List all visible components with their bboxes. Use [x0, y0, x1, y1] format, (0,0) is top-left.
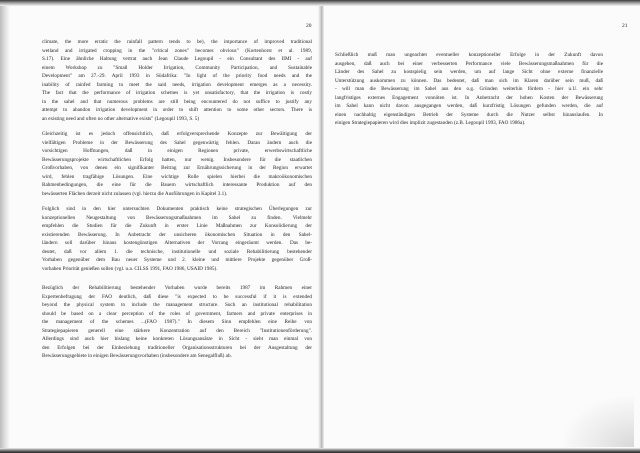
text-line: bewässerten Flächen derzeit nicht zulassen (vgl. hierzu die Ausführungen in Kapitel 3.1). — [42, 190, 228, 197]
text-line: existierenden Bewässerung. In Anbetracht der unsicheren ökonomischen Situation in den Sahel- — [42, 231, 312, 238]
text-line: wetland and irrigated cropping in the "critical zones" becomes obvious" (Kortenhorst et al. 1989, — [42, 47, 312, 54]
paragraph — [42, 284, 312, 361]
text-line: einem Workshop zu "Small Holder Irrigation, Community Participation, and Sustainable — [42, 64, 312, 71]
text-line: vorhaben Priorität genießen sollen (vgl. u.a. CILSS 1991, FAO 1986, USAID 1985). — [42, 265, 218, 272]
text-line: langfristiges externes Engagement vonnöten ist. In Anbetracht der hohen Kosten der Bewässerung — [335, 94, 603, 101]
text-line: Folglich sind in den hier untersuchten Dokumenten praktisch keine strategischen Überlegungen zur — [42, 206, 312, 212]
paragraph — [42, 130, 312, 198]
text-line: in the sahel and that numerous problems are still being encountered do not suffice to justify any — [42, 98, 312, 105]
text-line: Strategiepapieren generell eine stärkere Konzentration auf den Bereich "Institutionenförderung". — [42, 327, 312, 334]
text-line: - will man die Bewässerung im Sahel aus den o.g. Gründen weiterhin fördern - hier u.U. ein sehr — [335, 86, 603, 93]
text-line: konzeptionellen Neugestaltung von Bewässerungsmaßnahmen im Sahel zu finden. Vielmehr — [42, 214, 312, 221]
paragraph — [335, 51, 603, 128]
text-line: The fact that the performance of irrigation schemes is yet unsatisfactory, that the irrigation is costly — [42, 90, 312, 97]
text-line: Development" am 27.-29. April 1993 in Südafrika: "In light of the priority food needs and the — [42, 73, 312, 80]
text-line: Vorhaben gegenüber dem Bau neuer Systeme und 2. kleine und mittlere Projekte gegenüber Groß- — [42, 257, 312, 264]
scan-bottom-edge — [0, 448, 640, 453]
text-line: the management of the schemes ...(FAO 1987)." In diesem Sinn empfehlen eine Reihe von — [42, 319, 312, 326]
page-right — [320, 0, 640, 453]
text-line: vielfältigen Probleme in der Bewässerung des Sahel gegenwärtig fehlen. Daran ändern auch die — [42, 139, 312, 146]
scan-top-edge — [0, 0, 640, 6]
text-line: ausgehen, daß auch bei einer verbesserten Performance viele Bewässerungsmaßnahmen für die — [335, 60, 603, 67]
text-line: inability of rainfed farming to meet the said needs, irrigation development emerges as a necessity. — [42, 81, 312, 88]
text-line: beyond the physical system to include the management structure. Such an institutional rehabilitation — [42, 302, 312, 309]
text-line: einen nachhaltig eigenständigen Betrieb der Systeme durch die Nutzer selbst hinauslaufen. In — [335, 111, 603, 118]
page-number: 21 — [622, 23, 628, 29]
text-line: Expertenbefragung der FAO deutlich, daß diese "is expected to be successful if it is extended — [42, 293, 312, 300]
text-line: einigen Strategiepapieren wird dies implizit zugestanden (z.B. Legoupil 1993, FAO 1986a). — [335, 120, 526, 127]
text-line: Schließlich muß man ungeachtet eventueller konzeptioneller Erfolge in der Zukunft davon — [335, 52, 603, 58]
page-number: 20 — [306, 23, 312, 29]
paragraph — [42, 38, 312, 123]
text-line: attempt to abandon irrigation development in order to shift attention to some other sectors. There is — [42, 107, 312, 114]
text-line: Bewässerungsprojekte wirtschaftlichen Erfolg hatten, nur wenig. Insbesondere für die staatlichen — [42, 156, 312, 163]
text-line: deutet, daß vor allem 1. die technische, institutionelle und soziale Rehabilitierung bestehender — [42, 248, 312, 255]
text-line: Rahmenbedingungen, die eine für die Bauern wirtschaftlich interessante Produktion auf den — [42, 182, 312, 189]
text-line: Allerdings sind auch hier bislang keine konkreten Lösungsansätze in Sicht - sieht man einmal von — [42, 336, 312, 343]
text-line: Unterstützung auskommen zu können. Das bedeutet, daß man sich im Klaren darüber sein muß, daß — [335, 77, 603, 84]
text-line: an existing need and often no other alternative exists" (Legoupil 1993, S. 5) — [42, 115, 200, 122]
text-line: Bewässerungsgebiete in einigen Bewässerungsvorhaben (insbesondere am Senegalfluß) ab. — [42, 353, 232, 360]
text-line: should be based on a clear perception of the roles of government, farmers and private enterprises in — [42, 310, 312, 317]
text-line: Großvorhaben, von denen ein signifikanter Beitrag zur Ernährungssicherung in der Region erwartet — [42, 165, 312, 172]
paragraph — [42, 205, 312, 273]
text-line: vorsichtigen Hoffnungen, daß in einigen Regionen private, erwerbswirtschaftliche — [42, 148, 312, 155]
text-line: den Erfolgen bei der Einbeziehung traditioneller Organisationsstrukturen bei der Ausgestaltung der — [42, 344, 312, 351]
text-line: wird, fehlen tragfähige Lösungen. Eine wichtige Rolle spielen hierbei die makroökonomischen — [42, 173, 312, 180]
text-line: S.17). Eine ähnliche Haltung vertrat auch Jean Claude Legoupil - ein Consultant des IIMI - auf — [42, 56, 312, 63]
text-line: im Sahel kann nicht davon ausgegangen werden, daß kurzfristig Lösungen gefunden werden, die auf — [335, 103, 603, 110]
text-line: Bezüglich der Rehabilitierung bestehender Vorhaben wurde bereits 1987 im Rahmen einer — [42, 285, 312, 291]
text-line: climate, the more erratic the rainfall pattern tends to be), the importance of improved traditional — [42, 39, 312, 45]
text-line: empfehlen die Studien für die Zukunft in erster Linie Maßnahmen zur Konsolidierung der — [42, 223, 312, 230]
text-line: Länder des Sahel zu kostspielig sein werden, um auf lange Sicht ohne externe finanzielle — [335, 69, 603, 76]
text-line: ländern soll darüber hinaus kostengünstigen Alternativen der Vorrang eingeräumt werden. Das be- — [42, 240, 312, 247]
text-line: Gleichzeitig ist es jedoch offensichtlich, daß erfolgversprechende Konzepte zur Bewältigung der — [42, 131, 312, 137]
